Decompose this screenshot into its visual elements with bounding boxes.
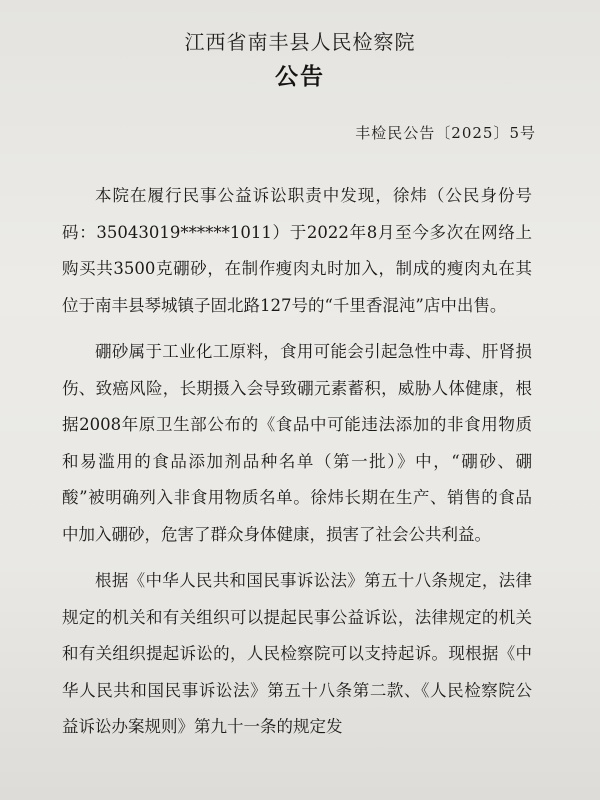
- paragraph-2: 硼砂属于工业化工原料，食用可能会引起急性中毒、肝肾损伤、致癌风险，长期摄入会导致硼元素蓄积，威胁人体健康，根据2008年原卫生部公布的《食品中可能违法添加的非食用物质和易滥用的食品添加剂品种名单（第一批）》中，“硼砂、硼酸”被明确列入非食用物质名单。徐炜长期在生产、销售的食品中加入硼砂，危害了群众身体健康，损害了社会公共利益。: [62, 342, 532, 544]
- paragraph-3: 根据《中华人民共和国民事诉讼法》第五十八条规定，法律规定的机关和有关组织可以提起民事公益诉讼，法律规定的机关和有关组织提起诉讼的，人民检察院可以支持起诉。现根据《中华人民共和国民事诉讼法》第五十八条第二款、《人民检察院公益诉讼办案规则》第九十一条的规定发: [62, 571, 532, 736]
- document-body: [62, 178, 532, 746]
- document-title: 公告: [275, 64, 325, 90]
- organization-name: 江西省南丰县人民检察院: [184, 30, 416, 54]
- paragraph-1: 本院在履行民事公益诉讼职责中发现，徐炜（公民身份号码：35043019******1011）于2022年8月至今多次在网络上购买共3500克硼砂，在制作瘦肉丸时加入，制成的瘦肉丸在其位于南丰县琴城镇子固北路127号的“千里香混沌”店中出售。: [62, 186, 532, 315]
- document-number: 丰检民公告〔2025〕5号: [355, 124, 536, 142]
